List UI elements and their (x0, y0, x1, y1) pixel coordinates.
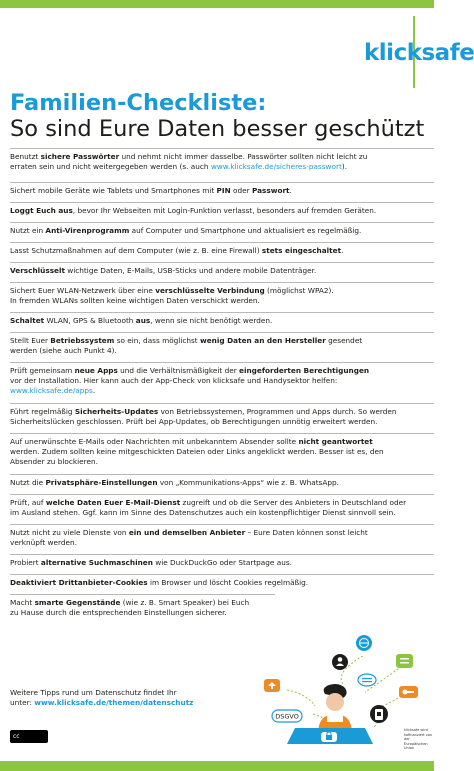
checklist-line (10, 206, 434, 216)
item-text: (möglichst WPA2). (264, 286, 334, 295)
item-text: Absender zu blockieren. (10, 457, 98, 466)
checklist-line (10, 296, 434, 306)
checklist-item (10, 242, 434, 262)
user-icon (332, 654, 348, 670)
item-text: Macht (10, 598, 35, 607)
bottom-green-bar (0, 761, 434, 771)
checklist-item (10, 362, 434, 403)
item-text: zu Hause durch die entsprechenden Einstellungen sicherer. (10, 608, 227, 617)
emphasis-text: PIN (216, 186, 231, 195)
emphasis-text: wenig Daten an den Hersteller (199, 336, 326, 345)
checklist-line (10, 162, 434, 172)
item-text: Nutzt nicht zu viele Dienste von (10, 528, 129, 537)
checklist-item (10, 262, 434, 282)
emphasis-text: Sicherheits-Updates (74, 407, 159, 416)
emphasis-text: welche Daten Euer E-Mail-Dienst (45, 498, 181, 507)
checklist-item (10, 282, 434, 312)
emphasis-text: sichere Passwörter (40, 152, 120, 161)
emphasis-text: aus (135, 316, 151, 325)
checklist-item (10, 403, 434, 433)
emphasis-text: Anti-Virenprogramm (45, 226, 130, 235)
item-text: , bevor Ihr Webseiten mit Login-Funktion verlasst, besonders auf fremden Geräten. (72, 206, 377, 215)
item-text: auf Computer und Smartphone und aktualisiert es regelmäßig. (129, 226, 362, 235)
tips-link[interactable]: www.klicksafe.de/themen/datenschutz (34, 698, 194, 707)
item-text: . (289, 186, 292, 195)
emphasis-text: Loggt Euch aus (10, 206, 73, 215)
tips-text: Weitere Tipps rund um Datenschutz findet Ihr (10, 688, 177, 697)
item-text: – Eure Daten können sonst leicht (245, 528, 368, 537)
svg-text:DSGVO: DSGVO (275, 712, 299, 721)
checklist-item (10, 182, 434, 202)
eu-funding-note: klicksafe wird kofinanziert von der Europäischen Union (404, 728, 433, 750)
emphasis-text: smarte Gegenstände (34, 598, 121, 607)
link[interactable]: www.klicksafe.de/apps (10, 386, 93, 395)
item-text: und die Verhältnismäßigkeit der (117, 366, 240, 375)
checklist-item (10, 554, 434, 574)
link[interactable]: www.klicksafe.de/sicheres-passwort (210, 162, 342, 171)
item-text: Lasst Schutzmaßnahmen auf dem Computer (wie z. B. eine Firewall) (10, 246, 262, 255)
checklist-line (10, 437, 434, 447)
checklist-item (10, 494, 434, 524)
checklist-line (10, 598, 275, 608)
checklist-item (10, 332, 434, 362)
checklist-line (10, 226, 434, 236)
item-text: vor der Installation. Hier kann auch der App-Check von klicksafe und Handysektor helfen: (10, 376, 338, 385)
item-text: im Ausland stehen. Ggf. kann im Sinne des Datenschutzes auch ein kostenpflichtiger Dienst sinnvoll sein. (10, 508, 396, 517)
checklist-item (10, 594, 275, 626)
item-text: Sichert Euer WLAN-Netzwerk über eine (10, 286, 156, 295)
checklist-line (10, 578, 434, 588)
item-text: so ein, dass möglichst (114, 336, 200, 345)
checklist-line (10, 538, 434, 548)
checklist-line (10, 498, 434, 508)
checklist-item (10, 524, 434, 554)
item-text: Sichert mobile Geräte wie Tablets und Smartphones mit (10, 186, 217, 195)
checklist-line (10, 417, 434, 427)
item-text: oder (230, 186, 252, 195)
item-text: In fremden WLANs sollten keine wichtigen Daten verschickt werden. (10, 296, 260, 305)
emphasis-text: Passwort (251, 186, 290, 195)
message-icon (358, 674, 376, 686)
dsgvo-badge (272, 710, 302, 722)
emphasis-text: Privatsphäre-Einstellungen (45, 478, 158, 487)
checklist-line (10, 266, 434, 276)
globe-icon (356, 635, 372, 651)
item-text: werden (siehe auch Punkt 4). (10, 346, 117, 355)
checklist-line (10, 528, 434, 538)
item-text: werden. Zudem sollten keine mitgeschickten Dateien oder Links angeklickt werden. Besser ist es, den (10, 447, 384, 456)
phone-lock-icon (370, 705, 388, 723)
item-text: WLAN, GPS & Bluetooth (44, 316, 136, 325)
item-text: erraten sein und nicht weitergegeben werden (s. auch (10, 162, 211, 171)
emphasis-text: verschlüsselte Verbindung (155, 286, 265, 295)
checklist-line (10, 558, 434, 568)
checklist-line (10, 457, 434, 467)
checklist-line (10, 608, 275, 618)
key-icon (399, 686, 418, 698)
item-text: von „Kommunikations-Apps“ wie z. B. WhatsApp. (157, 478, 339, 487)
checklist-item (10, 148, 434, 182)
item-text: ). (341, 162, 348, 171)
item-text: von Betriebssystemen, Programmen und Apps durch. So werden (158, 407, 397, 416)
item-text: verknüpft werden. (10, 538, 77, 547)
emphasis-text: Deaktiviert Drittanbieter-Cookies (10, 578, 148, 587)
emphasis-text: stets eingeschaltet (261, 246, 342, 255)
checklist-item (10, 474, 434, 494)
item-text: Benutzt (10, 152, 41, 161)
checklist-line (10, 447, 434, 457)
emphasis-text: nicht geantwortet (298, 437, 373, 446)
checklist-line (10, 152, 434, 162)
emphasis-text: Schaltet (10, 316, 45, 325)
checklist-line (10, 508, 434, 518)
item-text: wichtige Daten, E-Mails, USB-Sticks und andere mobile Datenträger. (64, 266, 317, 275)
emphasis-text: alternative Suchmaschinen (40, 558, 153, 567)
checklist-line (10, 246, 434, 256)
person-with-laptop (318, 684, 352, 732)
checklist-line (10, 386, 434, 396)
top-green-bar (0, 0, 434, 8)
chat-icon (396, 654, 413, 668)
item-text: Prüft, auf (10, 498, 46, 507)
page-subtitle: So sind Eure Daten besser geschützt (10, 116, 425, 142)
checklist-line (10, 346, 434, 356)
emphasis-text: Verschlüsselt (10, 266, 65, 275)
item-text: , wenn sie nicht benötigt werden. (150, 316, 273, 325)
item-text: wie DuckDuckGo oder Startpage aus. (152, 558, 292, 567)
checklist (10, 148, 434, 626)
checklist-line (10, 186, 434, 196)
item-text: gesendet (325, 336, 363, 345)
checklist-item (10, 433, 434, 474)
item-text: Prüft gemeinsam (10, 366, 75, 375)
item-text: (wie z. B. Smart Speaker) bei Euch (120, 598, 250, 607)
item-text: . (92, 386, 96, 395)
checklist-item (10, 222, 434, 242)
checklist-line (10, 336, 434, 346)
item-text: im Browser und löscht Cookies regelmäßig. (147, 578, 309, 587)
checklist-line (10, 366, 434, 376)
checklist-line (10, 407, 434, 417)
item-text: Führt regelmäßig (10, 407, 75, 416)
checklist-item (10, 574, 434, 594)
item-text: . (341, 246, 344, 255)
item-text: Auf unerwünschte E-Mails oder Nachrichten mit unbekanntem Absender sollte (10, 437, 299, 446)
emphasis-text: neue Apps (74, 366, 118, 375)
emphasis-text: Betriebssystem (50, 336, 115, 345)
item-text: Stellt Euer (10, 336, 51, 345)
page-title: Familien-Checkliste: (10, 90, 267, 116)
checklist-item (10, 202, 434, 222)
tips-prefix: unter: (10, 698, 35, 707)
checklist-line (10, 376, 434, 386)
further-tips (10, 688, 193, 708)
emphasis-text: eingeforderten Berechtigungen (239, 366, 370, 375)
upload-icon (264, 679, 280, 692)
checklist-line (10, 286, 434, 296)
item-text: zugreift und ob die Server des Anbieters in Deutschland oder (180, 498, 407, 507)
item-text: Nutzt die (10, 478, 46, 487)
item-text: Probiert (10, 558, 41, 567)
klicksafe-logo: klicksafe (364, 40, 474, 66)
checklist-line (10, 478, 434, 488)
checklist-line (10, 316, 434, 326)
checklist-item (10, 312, 434, 332)
item-text: Sicherheitslücken geschlossen. Prüft bei App-Updates, ob Berechtigungen unnötig erweitert werden. (10, 417, 378, 426)
item-text: Nutzt ein (10, 226, 46, 235)
emphasis-text: ein und demselben Anbieter (128, 528, 246, 537)
item-text: und nehmt nicht immer dasselbe. Passwörter sollten nicht leicht zu (119, 152, 368, 161)
cc-license-badge: cc (10, 730, 48, 743)
